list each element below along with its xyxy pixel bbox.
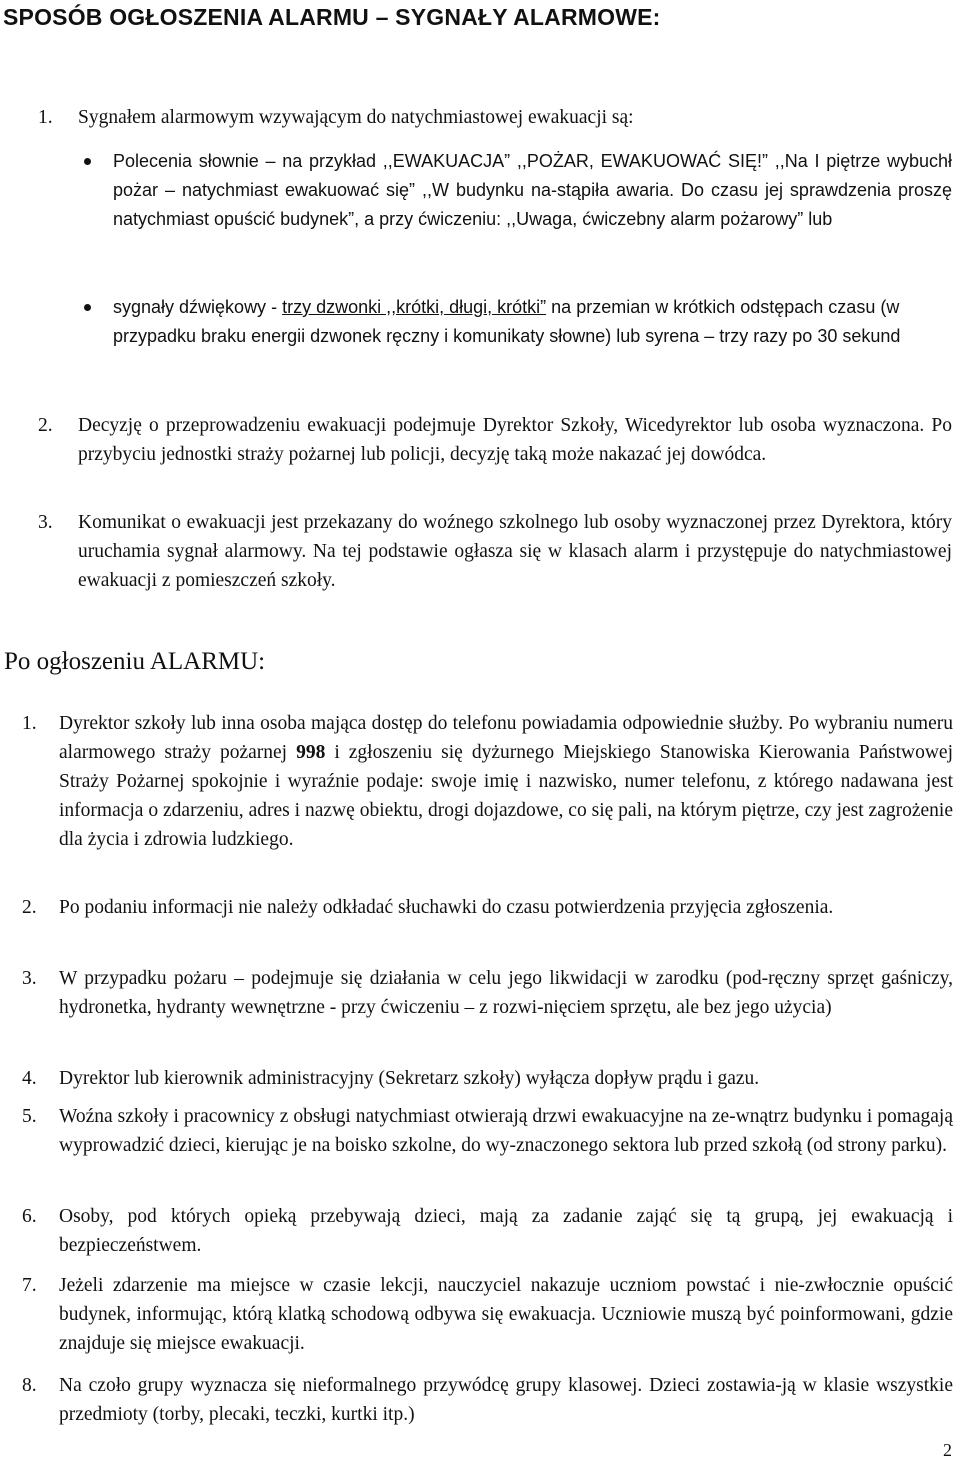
notify-text-part: i zgłoszeniu się dyżurnego Miejskiego Stanowiska Kierowania Państwowej Straży Pożarnej spokojnie i wyraźnie podaje: swoje imię i nazwisko, numer telefonu, z którego nadawana jest informacja o zdarzeniu, adres i nazwę obiektu, drogi dojazdowe, co się pali, na którym piętrze, czy jest zagrożenie dla życia i zdrowia ludzkiego. [59, 742, 954, 850]
intro-text: Sygnałem alarmowym wzywającym do natychmiastowej ewakuacji są: [78, 107, 634, 128]
bullet-sound-signals [113, 293, 952, 351]
item-number: 1. [22, 713, 37, 734]
utilities-off-text: Dyrektor lub kierownik administracyjny (Sekretarz szkoły) wyłącza dopływ prądu i gazu. [59, 1068, 760, 1089]
sound-signals-rest: na przemian w krótkich odstępach czasu (w przypadku braku energii dzwonek ręczny i komunikaty słowne) lub syrena – trzy razy po 30 sekund [113, 297, 901, 346]
decision-text: Decyzję o przeprowadzeniu ewakuacji podejmuje Dyrektor Szkoły, Wicedyrektor lub osoba wyznaczona. Po przybyciu jednostki straży pożarnej lub policji, decyzję taką może nakazać jej dowódca. [78, 415, 952, 465]
item-number: 8. [22, 1375, 37, 1396]
item-number: 7. [22, 1275, 37, 1296]
notify-services-text [59, 709, 953, 854]
section-heading: Po ogłoszeniu ALARMU: [4, 648, 266, 675]
item-number: 2. [22, 897, 37, 918]
group-leader-text: Na czoło grupy wyznacza się nieformalnego przywódcę grupy klasowej. Dzieci zostawia-ją w klasie wszystkie przedmioty (torby, plecaki, teczki, kurtki itp.) [59, 1375, 953, 1425]
announcement-text: Komunikat o ewakuacji jest przekazany do woźnego szkolnego lub osoby wyznaczonej przez Dyrektora, który uruchamia sygnał alarmowy. Na tej podstawie ogłasza się w klasach alarm i przystępuje do natychmiastowej ewakuacji z pomieszczeń szkoły. [78, 512, 952, 591]
sound-signals-lead: sygnały dźwiękowy - [113, 297, 278, 317]
phone-hold-text: Po podaniu informacji nie należy odkładać słuchawki do czasu potwierdzenia przyjęcia zgłoszenia. [59, 897, 834, 918]
sound-signals-pattern: trzy dzwonki ,,krótki, długi, krótki” [282, 297, 547, 317]
item-number: 2. [38, 415, 53, 436]
page-title: SPOSÓB OGŁOSZENIA ALARMU – SYGNAŁY ALARMOWE: [3, 4, 661, 30]
emergency-number: 998 [296, 742, 326, 763]
item-number: 3. [38, 512, 53, 533]
bullet-icon [84, 304, 91, 311]
item-number: 4. [22, 1068, 37, 1089]
notify-text-part: Dyrektor szkoły lub inna osoba mająca dostęp do telefonu powiadamia odpowiednie służby. Po wybraniu numeru alarmowego straży pożarnej [59, 713, 953, 763]
item-number: 5. [22, 1106, 37, 1127]
bullet-voice-commands [113, 147, 952, 234]
bullet-icon [84, 158, 91, 165]
fire-action-text: W przypadku pożaru – podejmuje się działania w celu jego likwidacji w zarodku (pod-ręczny sprzęt gaśniczy, hydronetka, hydranty wewnętrzne - przy ćwiczeniu – z rozwi-nięciem sprzętu, ale bez jego użycia) [59, 968, 953, 1018]
item-number: 3. [22, 968, 37, 989]
staff-doors-text: Woźna szkoły i pracownicy z obsługi natychmiast otwierają drzwi ewakuacyjne na ze-wnątrz budynku i pomagają wyprowadzić dzieci, kierując je na boisko szkolne, do wy-znaczonego sektora lub przed szkołą (od strony parku). [59, 1106, 953, 1156]
lesson-time-text: Jeżeli zdarzenie ma miejsce w czasie lekcji, nauczyciel nakazuje uczniom powstać i nie-zwłocznie opuścić budynek, informując, którą klatką schodową odbywa się ewakuacja. Uczniowie muszą być poinformowani, gdzie znajduje się miejsce ewakuacji. [59, 1275, 953, 1354]
item-number: 1. [38, 107, 53, 128]
page-number: 2 [943, 1440, 952, 1460]
voice-commands-rest: Do czasu jej sprawdzenia proszę natychmiast opuścić budynek”, a przy ćwiczeniu: ,,Uwaga, ćwiczebny alarm pożarowy” lub [113, 180, 952, 229]
voice-commands-lead: Polecenia słownie – na przykład ,,EWAKUACJA” ,,POŻAR, EWAKUOWAĆ SIĘ!” ,,Na I piętrze wybuchł pożar – natychmiast ewakuować się” ,,W budynku na-stąpiła awaria. [113, 151, 952, 200]
item-number: 6. [22, 1206, 37, 1227]
caretakers-text: Osoby, pod których opieką przebywają dzieci, mają za zadanie zająć się tą grupą, jej ewakuacją i bezpieczeństwem. [59, 1206, 953, 1256]
